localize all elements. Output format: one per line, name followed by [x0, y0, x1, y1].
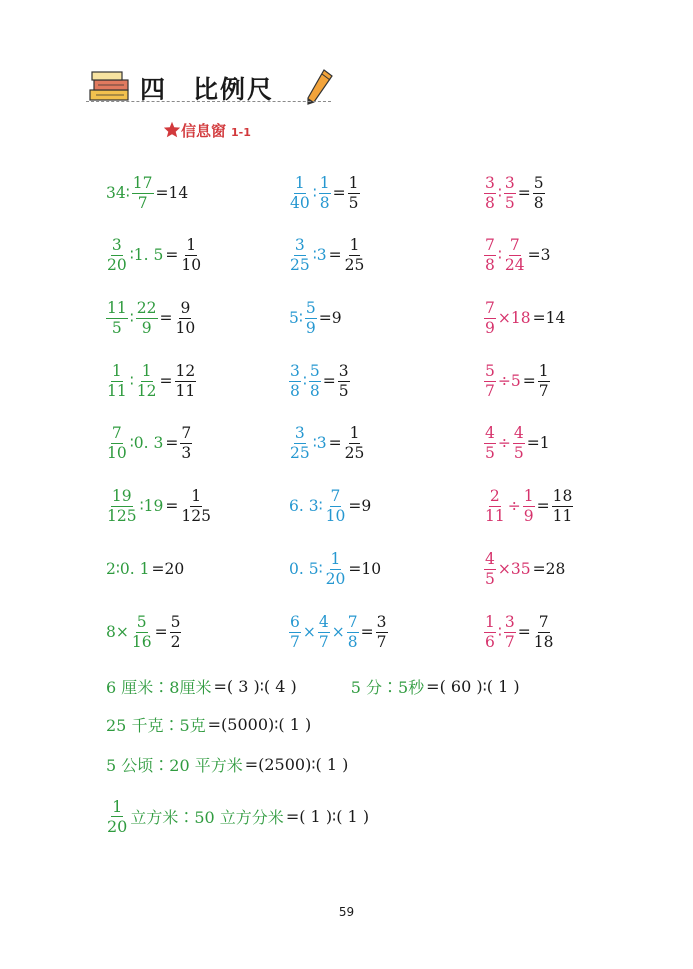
- result-text: =( 1 )∶( 1 ): [285, 806, 370, 826]
- denominator: 5: [348, 193, 359, 212]
- expression-text: ×: [331, 623, 345, 641]
- numerator: 3: [290, 361, 300, 380]
- fraction: [538, 362, 550, 401]
- equation: [483, 418, 551, 468]
- unit-number: 四: [140, 75, 168, 104]
- equation-row: [0, 168, 693, 218]
- result-text: =: [159, 372, 173, 390]
- numerator: 3: [485, 173, 495, 192]
- expression-text: ∶0. 3: [129, 434, 164, 452]
- fraction: [131, 613, 153, 652]
- denominator: 9: [485, 318, 495, 337]
- fraction: [325, 487, 347, 526]
- result-text: =14: [155, 184, 189, 202]
- denominator: 2: [170, 632, 181, 651]
- result-text: =: [165, 246, 179, 264]
- numerator: 7: [485, 235, 495, 254]
- denominator: 9: [141, 318, 152, 337]
- equation: [105, 607, 182, 657]
- result-text: =: [517, 184, 531, 202]
- numerator: 5: [309, 361, 320, 380]
- fraction: [484, 613, 496, 652]
- denominator: 20: [107, 255, 127, 274]
- equation: [288, 418, 366, 468]
- equation: [288, 481, 372, 531]
- numerator: 1: [485, 612, 495, 631]
- numerator: 7: [111, 423, 122, 442]
- result-text: =( 3 )∶( 4 ): [213, 676, 297, 696]
- fraction: [106, 299, 128, 338]
- denominator: 11: [175, 381, 196, 400]
- denominator: 7: [290, 632, 300, 651]
- numerator: 4: [318, 612, 329, 631]
- fraction: [513, 424, 525, 463]
- numerator: 3: [111, 235, 122, 254]
- denominator: 8: [347, 632, 358, 651]
- expression-text: ∶3: [312, 246, 327, 264]
- result-text: =: [322, 372, 336, 390]
- denominator: 11: [107, 381, 127, 400]
- fraction: [180, 487, 212, 526]
- denominator: 8: [309, 381, 320, 400]
- denominator: 11: [552, 506, 573, 525]
- result-text: =20: [151, 560, 185, 578]
- denominator: 8: [290, 381, 300, 400]
- numerator: 7: [181, 423, 192, 442]
- numerator: 4: [485, 549, 495, 568]
- expression-text: ∶3: [312, 434, 327, 452]
- denominator: 5: [485, 443, 495, 462]
- fraction: [289, 424, 311, 463]
- denominator: 8: [533, 193, 544, 212]
- equation: [288, 230, 366, 280]
- fraction: [318, 613, 330, 652]
- denominator: 7: [485, 381, 495, 400]
- fraction: [484, 236, 496, 275]
- fraction: [106, 362, 128, 401]
- result-text: =: [328, 434, 342, 452]
- equation: [105, 230, 203, 280]
- conversion-row: [105, 749, 349, 779]
- denominator: 20: [325, 569, 346, 588]
- equation: [483, 293, 566, 343]
- numerator: 1: [349, 423, 360, 442]
- equation: [483, 481, 574, 531]
- denominator: 8: [485, 255, 495, 274]
- numerator: 1: [111, 361, 122, 380]
- section-heading: [163, 120, 251, 141]
- numerator: 1: [294, 173, 305, 192]
- equation: [288, 607, 389, 657]
- numerator: 6: [290, 612, 300, 631]
- fraction: [175, 299, 197, 338]
- denominator: 7: [318, 632, 329, 651]
- numerator: 1: [319, 173, 330, 192]
- expression-text: ∶: [129, 309, 134, 327]
- equation-row: [0, 230, 693, 280]
- page-title: [140, 70, 274, 106]
- expression-text: 25 千克∶5克: [106, 715, 206, 735]
- fraction: [504, 174, 516, 213]
- equation: [105, 418, 193, 468]
- numerator: 5: [533, 173, 544, 192]
- denominator: 125: [107, 506, 137, 525]
- numerator: 1: [538, 361, 549, 380]
- equation-row: [0, 544, 693, 594]
- denominator: 9: [523, 506, 534, 525]
- numerator: 3: [504, 612, 515, 631]
- equation: [288, 356, 351, 406]
- pencil-icon: [304, 68, 334, 108]
- denominator: 40: [290, 193, 310, 212]
- equation: [483, 356, 551, 406]
- denominator: 25: [344, 443, 365, 462]
- denominator: 25: [344, 255, 365, 274]
- fraction: [484, 487, 506, 526]
- denominator: 7: [376, 632, 387, 651]
- denominator: 24: [504, 255, 525, 274]
- expression-text: ∶1. 5: [129, 246, 164, 264]
- expression-text: ∶: [129, 372, 134, 390]
- numerator: 3: [504, 173, 515, 192]
- denominator: 5: [338, 381, 349, 400]
- conversion-row: [105, 671, 521, 701]
- denominator: 10: [107, 443, 127, 462]
- numerator: 1: [330, 549, 341, 568]
- fraction: [484, 550, 496, 589]
- numerator: 1: [191, 486, 202, 505]
- denominator: 11: [485, 506, 505, 525]
- numerator: 7: [330, 486, 341, 505]
- denominator: 8: [319, 193, 330, 212]
- denominator: 5: [513, 443, 524, 462]
- equation: [483, 607, 556, 657]
- fraction: [289, 362, 301, 401]
- result-text: =14: [532, 309, 566, 327]
- result-text: =: [165, 434, 179, 452]
- fraction: [309, 362, 321, 401]
- numerator: 7: [347, 612, 358, 631]
- section-number: 1-1: [231, 126, 251, 139]
- result-text: =: [517, 623, 531, 641]
- fraction: [180, 424, 192, 463]
- fraction: [175, 362, 197, 401]
- equation: [105, 293, 197, 343]
- numerator: 1: [349, 235, 360, 254]
- equation: [105, 481, 213, 531]
- denominator: 9: [305, 318, 316, 337]
- expression-text: 6 厘米∶8厘米: [106, 677, 212, 697]
- denominator: 8: [485, 193, 495, 212]
- fraction: [484, 299, 496, 338]
- equation-row: [0, 481, 693, 531]
- result-text: =3: [527, 246, 551, 264]
- expression-text: ∶: [497, 623, 502, 641]
- fraction: [132, 174, 154, 213]
- numerator: 3: [294, 235, 305, 254]
- denominator: 10: [175, 318, 196, 337]
- result-text: =: [165, 497, 179, 515]
- result-text: =: [536, 497, 550, 515]
- denominator: 125: [181, 506, 211, 525]
- star-icon: [163, 121, 181, 138]
- result-text: =: [522, 372, 536, 390]
- fraction: [289, 613, 301, 652]
- expression-text: ×35: [497, 560, 531, 578]
- denominator: 6: [485, 632, 495, 651]
- fraction: [376, 613, 388, 652]
- equation: [483, 544, 566, 594]
- numerator: 12: [175, 361, 196, 380]
- expression-text: ×: [302, 623, 316, 641]
- denominator: 25: [290, 255, 310, 274]
- numerator: 9: [180, 298, 191, 317]
- numerator: 18: [552, 486, 573, 505]
- expression-text: ÷: [507, 497, 521, 515]
- result-text: =9: [318, 309, 342, 327]
- equation: [105, 544, 185, 594]
- equation: [483, 230, 552, 280]
- expression-text: 5∶: [289, 309, 303, 327]
- numerator: 2: [489, 486, 500, 505]
- denominator: 25: [290, 443, 310, 462]
- expression-text: 5 公顷∶20 平方米: [106, 755, 243, 775]
- numerator: 3: [294, 423, 305, 442]
- equation: [105, 356, 197, 406]
- fraction: [136, 362, 158, 401]
- expression-text: ∶: [302, 372, 307, 390]
- expression-text: ÷5: [497, 372, 521, 390]
- result-text: =: [328, 246, 342, 264]
- fraction: [106, 236, 128, 275]
- denominator: 7: [137, 193, 148, 212]
- result-text: =( 60 )∶( 1 ): [426, 676, 520, 696]
- fraction: [170, 613, 182, 652]
- expression-text: 立方米∶50 立方分米: [130, 807, 284, 827]
- expression-text: ∶: [312, 184, 317, 202]
- page-number: 59: [338, 905, 355, 919]
- fraction: [504, 613, 516, 652]
- numerator: 1: [141, 361, 152, 380]
- numerator: 3: [376, 612, 387, 631]
- equation: [288, 544, 382, 594]
- fraction: [325, 550, 347, 589]
- result-text: =28: [532, 560, 566, 578]
- fraction: [106, 424, 128, 463]
- equation: [105, 168, 189, 218]
- denominator: 20: [107, 816, 128, 836]
- books-icon: [86, 68, 136, 108]
- fraction: [180, 236, 202, 275]
- result-text: =1: [526, 434, 550, 452]
- expression-text: 8×: [106, 623, 129, 641]
- expression-text: ×18: [497, 309, 531, 327]
- result-text: =(2500)∶( 1 ): [244, 754, 349, 774]
- result-text: =: [159, 309, 173, 327]
- result-text: =: [154, 623, 168, 641]
- numerator: 5: [170, 612, 181, 631]
- fraction: [533, 613, 555, 652]
- fraction: [106, 797, 128, 836]
- expression-text: 34∶: [106, 184, 130, 202]
- fraction: [533, 174, 545, 213]
- fraction: [504, 236, 526, 275]
- equation-row: [0, 607, 693, 657]
- numerator: 3: [338, 361, 349, 380]
- fraction: [552, 487, 574, 526]
- fraction: [305, 299, 317, 338]
- numerator: 17: [132, 173, 153, 192]
- numerator: 5: [305, 298, 316, 317]
- fraction: [289, 174, 311, 213]
- result-text: =: [360, 623, 374, 641]
- denominator: 10: [181, 255, 202, 274]
- equation-row: [0, 356, 693, 406]
- expression-text: 0. 5∶: [289, 560, 323, 578]
- equation-row: [0, 293, 693, 343]
- conversion-row: [105, 709, 312, 739]
- numerator: 4: [485, 423, 495, 442]
- fraction: [484, 362, 496, 401]
- denominator: 12: [136, 381, 157, 400]
- denominator: 7: [538, 381, 549, 400]
- fraction: [523, 487, 535, 526]
- expression-text: 2∶0. 1: [106, 560, 150, 578]
- expression-text: 5 分∶5秒: [350, 677, 425, 697]
- numerator: 1: [112, 796, 123, 816]
- section-label: 信息窗: [181, 122, 227, 140]
- numerator: 1: [186, 235, 197, 254]
- fraction: [136, 299, 158, 338]
- numerator: 1: [523, 486, 534, 505]
- expression-text: ∶: [497, 184, 502, 202]
- expression-text: ∶: [497, 246, 502, 264]
- numerator: 11: [107, 298, 127, 317]
- fraction: [344, 236, 366, 275]
- equation: [288, 168, 361, 218]
- denominator: 18: [533, 632, 554, 651]
- equation: [288, 293, 343, 343]
- expression-text: ÷: [497, 434, 511, 452]
- result-text: =9: [348, 497, 372, 515]
- result-text: =(5000)∶( 1 ): [207, 714, 312, 734]
- conversion-row: [105, 793, 370, 839]
- fraction: [344, 424, 366, 463]
- numerator: 7: [509, 235, 520, 254]
- denominator: 7: [504, 632, 515, 651]
- numerator: 5: [485, 361, 495, 380]
- result-text: =: [332, 184, 346, 202]
- fraction: [348, 174, 360, 213]
- fraction: [484, 424, 496, 463]
- numerator: 4: [513, 423, 524, 442]
- numerator: 7: [485, 298, 495, 317]
- equation: [483, 168, 546, 218]
- numerator: 5: [136, 612, 147, 631]
- denominator: 5: [111, 318, 122, 337]
- denominator: 16: [131, 632, 152, 651]
- numerator: 1: [348, 173, 359, 192]
- fraction: [484, 174, 496, 213]
- numerator: 22: [136, 298, 157, 317]
- equation-row: [0, 418, 693, 468]
- numerator: 7: [538, 612, 549, 631]
- denominator: 3: [181, 443, 192, 462]
- expression-text: 6. 3∶: [289, 497, 323, 515]
- expression-text: ∶19: [139, 497, 164, 515]
- unit-title: 比例尺: [193, 75, 275, 104]
- denominator: 10: [325, 506, 346, 525]
- fraction: [319, 174, 331, 213]
- denominator: 5: [485, 569, 495, 588]
- fraction: [106, 487, 138, 526]
- result-text: =10: [348, 560, 382, 578]
- fraction: [347, 613, 359, 652]
- fraction: [289, 236, 311, 275]
- numerator: 19: [111, 486, 132, 505]
- denominator: 5: [504, 193, 515, 212]
- fraction: [338, 362, 350, 401]
